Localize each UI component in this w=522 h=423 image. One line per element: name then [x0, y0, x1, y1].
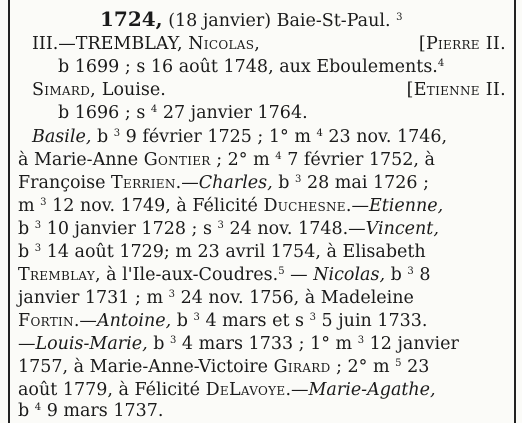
child-antoine: Antoine,: [96, 311, 172, 331]
left-column-rule: [8, 0, 10, 423]
surname: Fortin: [18, 311, 74, 331]
sup-ref: 4: [34, 402, 42, 413]
sup-ref: 5: [278, 266, 285, 277]
line-13: [18, 288, 512, 309]
text: janvier 1731 ; m: [18, 288, 169, 308]
sup-ref: 3: [34, 243, 42, 254]
text: 9 février 1725 ; 1° m: [120, 127, 317, 147]
text: 28 mai 1726 ;: [301, 173, 429, 193]
text: ; 2° m: [330, 357, 396, 377]
child-nicolas: Nicolas,: [313, 265, 386, 285]
text: 1757, à Marie-Anne-Victoire: [18, 357, 274, 377]
right-column-rule: [514, 0, 516, 423]
text: b: [18, 242, 35, 262]
husband-dates: b 1699 ; s 16 août 1748, aux Eboulements.: [58, 57, 438, 77]
sup-ref: 3: [407, 266, 414, 277]
text: 8: [413, 265, 431, 285]
sup-ref: 3: [309, 312, 316, 323]
text: .—: [285, 380, 309, 400]
surname: Girard: [273, 357, 331, 377]
line-7: [18, 150, 512, 171]
child-etienne: Etienne,: [368, 196, 444, 216]
husband-father-ref: [Pierre II.: [418, 34, 506, 54]
line-8: [18, 173, 512, 194]
line-10: [18, 219, 512, 240]
surname: Gontier: [143, 150, 211, 170]
wife-dates-a: b 1696 ; s: [58, 103, 151, 123]
surname: DeLavoye: [205, 380, 286, 400]
line-14: [18, 311, 512, 332]
text: août 1779, à Félicité: [18, 380, 206, 400]
wife-father-ref: [Etienne II.: [406, 80, 506, 100]
entry-ref: 3: [396, 12, 403, 23]
sup-ref: 3: [40, 197, 47, 208]
text: Françoise: [18, 173, 112, 193]
text: ; 2° m: [210, 150, 276, 170]
husband-first-name: Nicolas,: [188, 34, 261, 54]
wife-surname: Simard,: [32, 80, 102, 100]
text: 12 nov. 1749, à Félicité: [46, 196, 264, 216]
line-5: [58, 103, 508, 124]
child-marie-agathe: Marie-Agathe,: [308, 380, 436, 400]
sup-ref: 3: [169, 335, 177, 346]
text: .—: [175, 173, 199, 193]
line-15: [18, 334, 512, 355]
text: b: [147, 334, 170, 354]
line-17: [18, 380, 512, 401]
text: , à l'Ile-aux-Coudres.: [95, 265, 279, 285]
line-11: [18, 242, 512, 263]
text: —: [284, 265, 314, 285]
text: .—: [73, 311, 97, 331]
child-louis-marie: Louis-Marie,: [35, 334, 148, 354]
sup-ref: 3: [34, 220, 42, 231]
text: m: [18, 196, 41, 216]
surname: Tremblay: [18, 265, 96, 285]
sup-ref: 4: [316, 128, 323, 139]
text: 24 nov. 1756, à Madeleine: [175, 288, 414, 308]
sup-ref: 3: [168, 289, 175, 300]
sup-ref: 4: [275, 151, 282, 162]
husband-generation-name: III.—TREMBLAY,: [32, 34, 189, 54]
text: 7 février 1752, à: [281, 150, 435, 170]
text: b: [18, 401, 35, 421]
text: 23 nov. 1746,: [322, 127, 448, 147]
line-16: [18, 357, 512, 378]
wife-dates-b: 27 janvier 1764.: [157, 103, 308, 123]
sup-ref: 3: [357, 335, 365, 346]
text: 10 janvier 1728 ; s: [41, 219, 218, 239]
text: b: [91, 127, 114, 147]
sup-ref: 4: [437, 58, 445, 69]
sup-ref: 3: [193, 312, 200, 323]
text: 24 nov. 1748.—: [223, 219, 366, 239]
text: 4 mars 1733 ; 1° m: [176, 334, 358, 354]
entry-heading: [100, 9, 500, 32]
surname: Terrien: [111, 173, 176, 193]
line-3: [58, 57, 508, 78]
text: 9 mars 1737.: [41, 401, 164, 421]
sup-ref: 3: [217, 220, 224, 231]
text: 5 juin 1733.: [315, 311, 428, 331]
entry-date-place: (18 janvier) Baie-St-Paul.: [168, 11, 391, 31]
text: b: [18, 219, 35, 239]
text: b: [385, 265, 408, 285]
child-vincent: Vincent,: [365, 219, 439, 239]
line-6: [32, 127, 512, 148]
line-4: [32, 80, 512, 101]
text: b: [272, 173, 296, 193]
sup-ref: 3: [113, 128, 121, 139]
text: 12 janvier: [364, 334, 459, 354]
sup-ref: 5: [395, 358, 402, 369]
text: b: [171, 311, 194, 331]
line-12: [18, 265, 512, 286]
text: —: [18, 334, 36, 354]
text: 23: [401, 357, 430, 377]
entry-number: 1724,: [100, 7, 163, 31]
line-2: [32, 34, 512, 55]
line-18: [18, 401, 512, 422]
sup-ref: 3: [295, 174, 302, 185]
text: 14 août 1729; m 23 avril 1754, à Elisabeth: [41, 242, 426, 262]
line-9: [18, 196, 512, 217]
text: à Marie-Anne: [18, 150, 144, 170]
text: .—: [345, 196, 369, 216]
text: 4 mars et s: [199, 311, 310, 331]
child-basile: Basile,: [32, 127, 92, 147]
sup-ref: 4: [150, 104, 158, 115]
surname: Duchesne: [263, 196, 346, 216]
wife-first-name: Louise.: [101, 80, 166, 100]
child-charles: Charles,: [198, 173, 273, 193]
